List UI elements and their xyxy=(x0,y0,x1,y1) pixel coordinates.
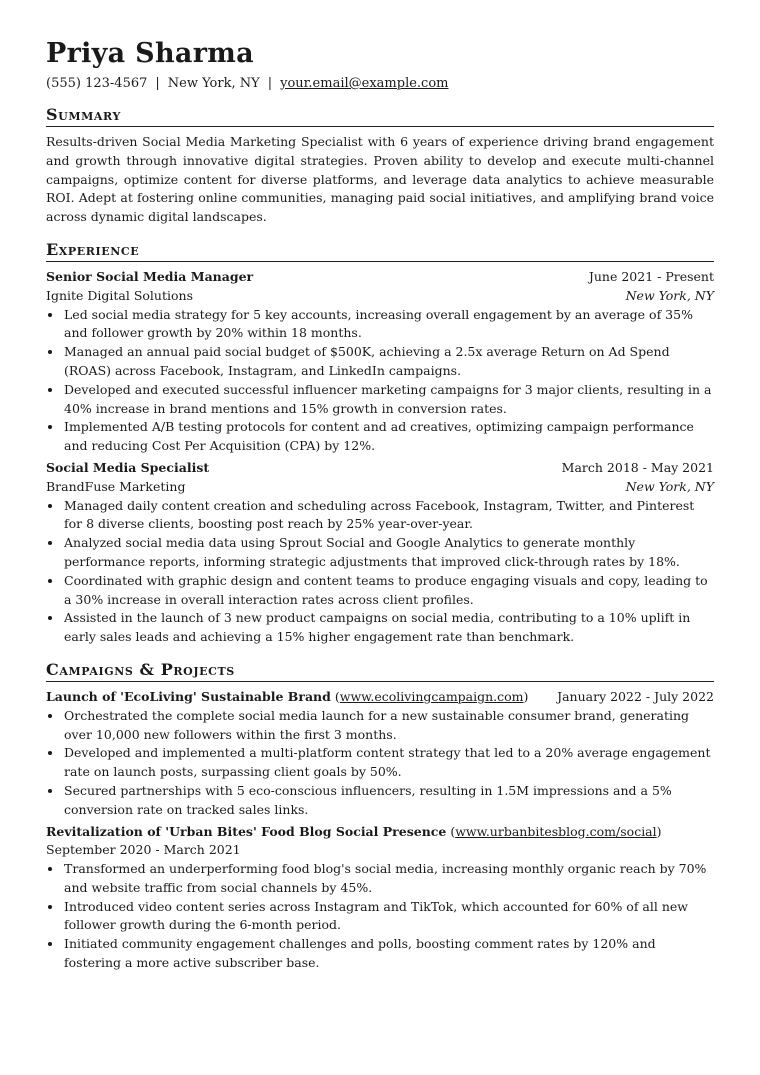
bullet-item: • Implemented A/B testing protocols for content and ad creatives, optimizing campaign performance and reducing Cost Per Acquisition (CPA) by 12%. xyxy=(63,418,714,456)
contact-line xyxy=(46,76,714,92)
bullet-item: • Led social media strategy for 5 key accounts, increasing overall engagement by an average of 35% and follower growth by 20% within 18 months. xyxy=(63,306,714,344)
project-link[interactable]: www.urbanbitesblog.com/social xyxy=(455,823,657,839)
job-title: Social Media Specialist xyxy=(46,459,210,475)
summary-text: Results-driven Social Media Marketing Specialist with 6 years of experience driving brand engagement and growth through innovative digital strategies. Proven ability to develop and execute multi-channel campaigns, optimize content for diverse platforms, and leverage data analytics to achieve measurable ROI. Adept at fostering online communities, managing paid social initiatives, and amplifying brand voice across dynamic digital landscapes. xyxy=(46,134,714,225)
bullet-item: • Managed an annual paid social budget of $500K, achieving a 2.5x average Return on Ad Spend (ROAS) across Facebook, Instagram, and LinkedIn campaigns. xyxy=(63,343,714,381)
job-bullets xyxy=(46,306,714,456)
bullet-item: • Transformed an underperforming food blog's social media, increasing monthly organic reach by 70% and website traffic from social channels by 45%. xyxy=(63,860,714,898)
project-dates: September 2020 - March 2021 xyxy=(46,842,241,858)
section-heading-projects: Campaigns & Projects xyxy=(46,660,714,682)
job-dates: March 2018 - May 2021 xyxy=(561,459,714,475)
section-heading-summary: Summary xyxy=(46,105,714,127)
project-link[interactable]: www.ecolivingcampaign.com xyxy=(339,688,524,704)
candidate-name: Priya Sharma xyxy=(46,38,254,69)
company-name: Ignite Digital Solutions xyxy=(46,287,193,303)
project-dates: January 2022 - July 2022 xyxy=(557,688,714,704)
project-entry: Revitalization of 'Urban Bites' Food Blog Social Presence (www.urbanbitesblog.com/social) September 2020 - March 2021 • Transformed an underperforming food blog's social media, increasing monthly organic reach by 70% and website traffic from social channels by 45%. • Introduced video content series across Instagram and TikTok, which accounted for 60% of all new follower growth during the 6-month period. • Initiated community engagement challenges and polls, boosting comment rates by 120% and fostering a more active subscriber base. xyxy=(46,823,714,973)
section-heading-experience: Experience xyxy=(46,240,714,262)
project-title: Launch of 'EcoLiving' Sustainable Brand xyxy=(46,688,331,704)
bullet-item: • Secured partnerships with 5 eco-conscious influencers, resulting in 1.5M impressions and a 5% conversion rate on tracked sales links. xyxy=(63,782,714,820)
bullet-item: • Initiated community engagement challenges and polls, boosting comment rates by 120% and fostering a more active subscriber base. xyxy=(63,935,714,973)
bullet-item: • Developed and implemented a multi-platform content strategy that led to a 20% average engagement rate on launch posts, surpassing client goals by 50%. xyxy=(63,744,714,782)
bullet-item: • Managed daily content creation and scheduling across Facebook, Instagram, Twitter, and Pinterest for 8 diverse clients, boosting post reach by 25% year-over-year. xyxy=(63,497,714,535)
project-bullets xyxy=(46,707,714,820)
project-title: Revitalization of 'Urban Bites' Food Blog Social Presence xyxy=(46,823,447,839)
experience-entry xyxy=(46,268,714,456)
contact-separator: | xyxy=(155,76,160,91)
job-dates: June 2021 - Present xyxy=(588,268,714,284)
job-location: New York, NY xyxy=(625,287,714,303)
bullet-item: • Introduced video content series across Instagram and TikTok, which accounted for 60% of all new follower growth during the 6-month period. xyxy=(63,898,714,936)
project-bullets xyxy=(46,860,714,973)
bullet-item: • Orchestrated the complete social media launch for a new sustainable consumer brand, generating over 10,000 new followers within the first 3 months. xyxy=(63,707,714,745)
project-entry: January 2022 - July 2022 Launch of 'EcoLiving' Sustainable Brand (www.ecolivingcampaign.com) • Orchestrated the complete social media launch for a new sustainable consumer brand, generating over 10,000 new followers within the first 3 months. • Developed and implemented a multi-platform content strategy that led to a 20% average engagement rate on launch posts, surpassing client goals by 50%. • Secured partnerships with 5 eco-conscious influencers, resulting in 1.5M impressions and a 5% conversion rate on tracked sales links. xyxy=(46,688,714,820)
email-link[interactable]: your.email@example.com xyxy=(280,76,449,91)
job-title: Senior Social Media Manager xyxy=(46,268,254,284)
job-location: New York, NY xyxy=(625,478,714,494)
job-bullets xyxy=(46,497,714,647)
contact-separator: | xyxy=(267,76,273,91)
bullet-item: • Developed and executed successful influencer marketing campaigns for 3 major clients, resulting in a 40% increase in brand mentions and 15% growth in conversion rates. xyxy=(63,381,714,419)
experience-entry xyxy=(46,459,714,647)
bullet-item: • Analyzed social media data using Sprout Social and Google Analytics to generate monthly performance reports, informing strategic adjustments that improved click-through rates by 18%. xyxy=(63,534,714,572)
phone-number: (555) 123-4567 xyxy=(46,76,148,91)
bullet-item: • Assisted in the launch of 3 new product campaigns on social media, contributing to a 10% uplift in early sales leads and achieving a 15% higher engagement rate than benchmark. xyxy=(63,609,714,647)
location: New York, NY xyxy=(167,76,260,91)
company-name: BrandFuse Marketing xyxy=(46,478,186,494)
bullet-item: • Coordinated with graphic design and content teams to produce engaging visuals and copy, leading to a 30% increase in overall interaction rates across client profiles. xyxy=(63,572,714,610)
